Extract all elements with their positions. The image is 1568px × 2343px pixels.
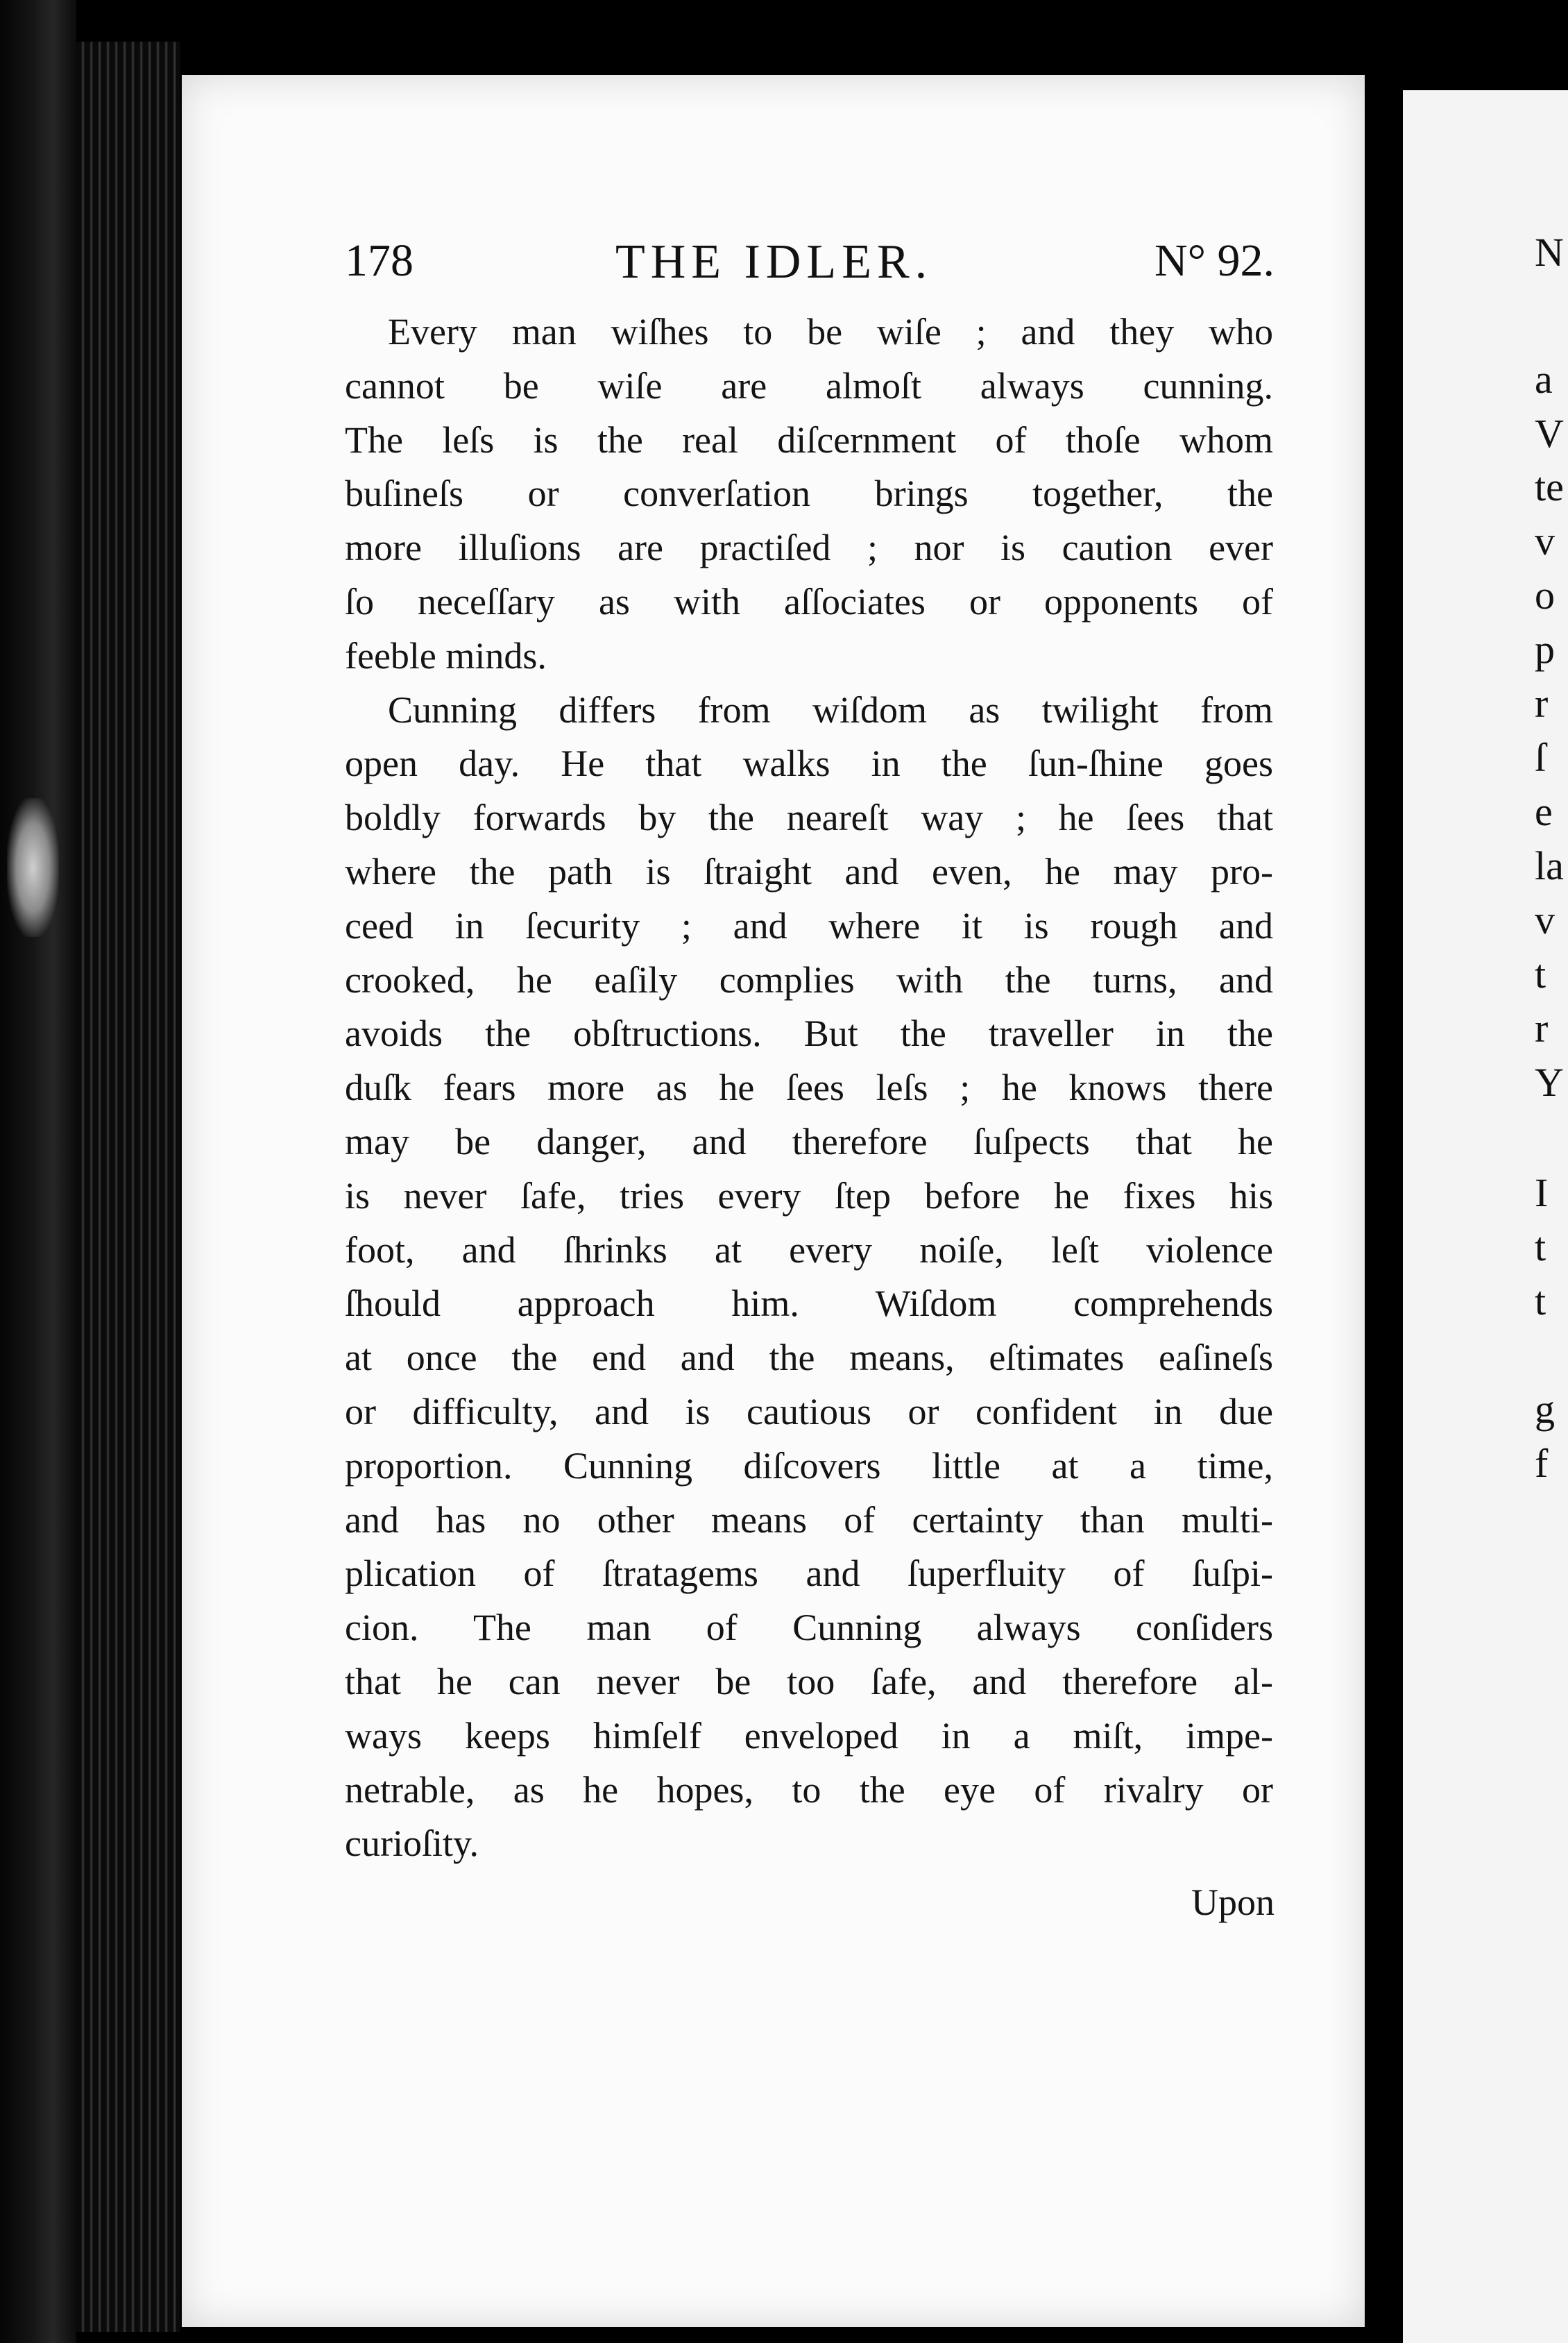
facing-page-letter: p <box>1535 627 1555 672</box>
text-line: cion. The man of Cunning always conſiders <box>345 1607 1273 1649</box>
facing-page-letter: N <box>1535 230 1564 275</box>
running-title: THE IDLER. <box>615 235 933 289</box>
text-line: Cunning differs from wiſdom as twilight from <box>388 688 1273 731</box>
text-line: at once the end and the means, eſtimates eaſineſs <box>345 1337 1273 1379</box>
text-line: ſhould approach him. Wiſdom comprehends <box>345 1283 1273 1325</box>
running-head <box>345 235 1281 297</box>
facing-page-letter: te <box>1535 464 1564 509</box>
text-line: plication of ſtratagems and ſuperfluity of ſuſpi- <box>345 1553 1273 1595</box>
body-text <box>345 305 1273 1871</box>
text-line: where the path is ſtraight and even, he may pro- <box>345 850 1273 893</box>
paragraph-1 <box>345 305 1273 684</box>
facing-page-letter: r <box>1535 681 1549 726</box>
text-line: open day. He that walks in the ſun-ſhine goes <box>345 743 1273 785</box>
facing-page-letter: la <box>1535 843 1564 888</box>
facing-page <box>1403 90 1568 2343</box>
text-line: curioſity. <box>345 1822 479 1865</box>
text-line: crooked, he eaſily complies with the turns, and <box>345 958 1273 1001</box>
text-line: ſo neceſſary as with aſſociates or opponents of <box>345 580 1273 623</box>
facing-page-letter: g <box>1535 1387 1555 1432</box>
paragraph-2 <box>345 684 1273 1872</box>
text-line: or difficulty, and is cautious or confident in due <box>345 1390 1273 1432</box>
text-line: is never ſafe, tries every ſtep before he fixes his <box>345 1174 1273 1217</box>
facing-page-letter: ſ <box>1535 735 1546 780</box>
facing-page-letter: v <box>1535 897 1555 942</box>
text-line: may be danger, and therefore ſuſpects that he <box>345 1120 1273 1162</box>
text-line: proportion. Cunning diſcovers little at a time, <box>345 1444 1273 1487</box>
text-line: and has no other means of certainty than multi- <box>345 1498 1273 1541</box>
page-number: 178 <box>345 235 414 286</box>
catchword: Upon <box>1191 1881 1275 1923</box>
text-line: Every man wiſhes to be wiſe ; and they who <box>388 311 1273 353</box>
text-line: that he can never be too ſafe, and therefore al- <box>345 1660 1273 1702</box>
text-line: ways keeps himſelf enveloped in a miſt, impe- <box>345 1714 1273 1757</box>
facing-page-letter: v <box>1535 518 1555 564</box>
facing-page-letter: t <box>1535 951 1546 997</box>
facing-page-letter: t <box>1535 1224 1546 1269</box>
text-line: netrable, as he hopes, to the eye of rivalry or <box>345 1768 1273 1811</box>
facing-page-letter: f <box>1535 1441 1549 1486</box>
text-line: foot, and ſhrinks at every noiſe, leſt violence <box>345 1228 1273 1271</box>
book-spine-edge <box>0 0 76 2343</box>
text-line: buſineſs or converſation brings together, the <box>345 473 1273 515</box>
issue-number: N° 92. <box>1154 235 1275 286</box>
text-line: duſk fears more as he ſees leſs ; he knows there <box>345 1067 1273 1109</box>
facing-page-letter: t <box>1535 1278 1546 1323</box>
paper-stain <box>7 798 59 937</box>
facing-page-letter: e <box>1535 789 1553 834</box>
text-line: avoids the obſtructions. But the traveller in the <box>345 1013 1273 1055</box>
facing-page-letter: r <box>1535 1006 1549 1051</box>
facing-page-letter: V <box>1535 411 1564 456</box>
text-line: feeble minds. <box>345 634 547 677</box>
page-stack-edges <box>76 42 180 2332</box>
text-line: ceed in ſecurity ; and where it is rough and <box>345 904 1273 947</box>
facing-page-letter: a <box>1535 357 1553 402</box>
facing-page-letter: o <box>1535 573 1555 618</box>
facing-page-letter: I <box>1535 1170 1549 1215</box>
facing-page-letter: Y <box>1535 1060 1564 1105</box>
text-line: The leſs is the real diſcernment of thoſe whom <box>345 418 1273 461</box>
text-line: more illuſions are practiſed ; nor is caution ever <box>345 527 1273 569</box>
text-line: boldly forwards by the neareſt way ; he ſees that <box>345 797 1273 839</box>
text-line: cannot be wiſe are almoſt always cunning. <box>345 364 1273 407</box>
